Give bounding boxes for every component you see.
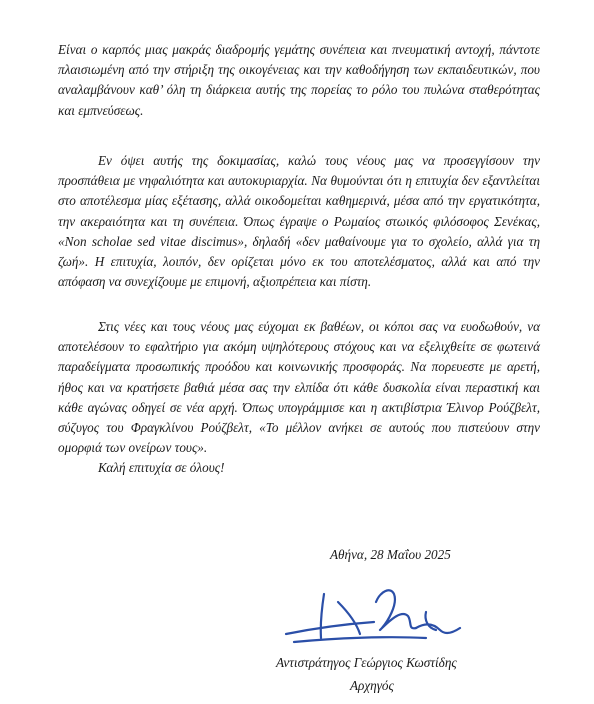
letter-date: Αθήνα, 28 Μαΐου 2025 [330, 547, 451, 562]
closing-section [58, 317, 540, 479]
handwritten-signature [276, 572, 506, 650]
paragraph-3: Στις νέες και τους νέους μας εύχομαι εκ βαθέων, οι κόποι σας να ευοδωθούν, να αποτελέσουν το εφαλτήριο για ακόμη υψηλότερους στόχους και να εξελιχθείτε σε φωτεινά παραδείγματα προσωπικής προόδου και κοινωνικής προσφοράς. Να πορευεστε με αρετή, ήθος και να κρατήσετε βαθιά μέσα σας την ελπίδα ότι κάθε δυσκολία είναι περαστική και κάθε αγώνας οδηγεί σε νέα αρχή. Όπως υπογράμμισε και η ακτιβίστρια Έλινορ Ρούζβελτ, σύζυγος του Φραγκλίνου Ρούζβελτ, «Το μέλλον ανήκει σε αυτούς που πιστεύουν στην ομορφιά των ονείρων τους». [58, 319, 540, 456]
signer-name: Αντιστράτηγος Γεώργιος Κωστίδης [276, 655, 457, 670]
signer-title: Αρχηγός [350, 678, 394, 693]
closing-wish: Καλή επιτυχία σε όλους! [98, 460, 225, 476]
paragraph-2: Εν όψει αυτής της δοκιμασίας, καλώ τους νέους μας να προσεγγίσουν την προσπάθεια με νηφαλιότητα και αυτοκυριαρχία. Να θυμούνται ότι η επιτυχία δεν εξαντλείται στο αποτέλεσμα μίας εξέτασης, αλλά οικοδομείται καθημερινά, μέσα από την εργατικότητα, την ακεραιότητα και τη συνέπεια. Όπως έγραψε ο Ρωμαίος στωικός φιλόσοφος Σενέκας, «Non scholae sed vitae discimus», δηλαδή «δεν μαθαίνουμε για το σχολείο, αλλά για τη ζωή». Η επιτυχία, λοιπόν, δεν ορίζεται μόνο εκ του αποτελέσματος, αλλά και από την απόφαση να συνεχίζουμε με επιμονή, αξιοπρέπεια και πίστη. [58, 153, 540, 290]
paragraph-1: Είναι ο καρπός μιας μακράς διαδρομής γεμάτης συνέπεια και πνευματική αντοχή, πάντοτε πλαισιωμένη από την στήριξη της οικογένειας και την καθοδήγηση των εκπαιδευτικών, που αναλαμβάνουν καθ’ όλη τη διάρκεια αυτής της πορείας το ρόλο του πυλώνα σταθερότητας και εμπνεύσεως. [58, 42, 540, 118]
